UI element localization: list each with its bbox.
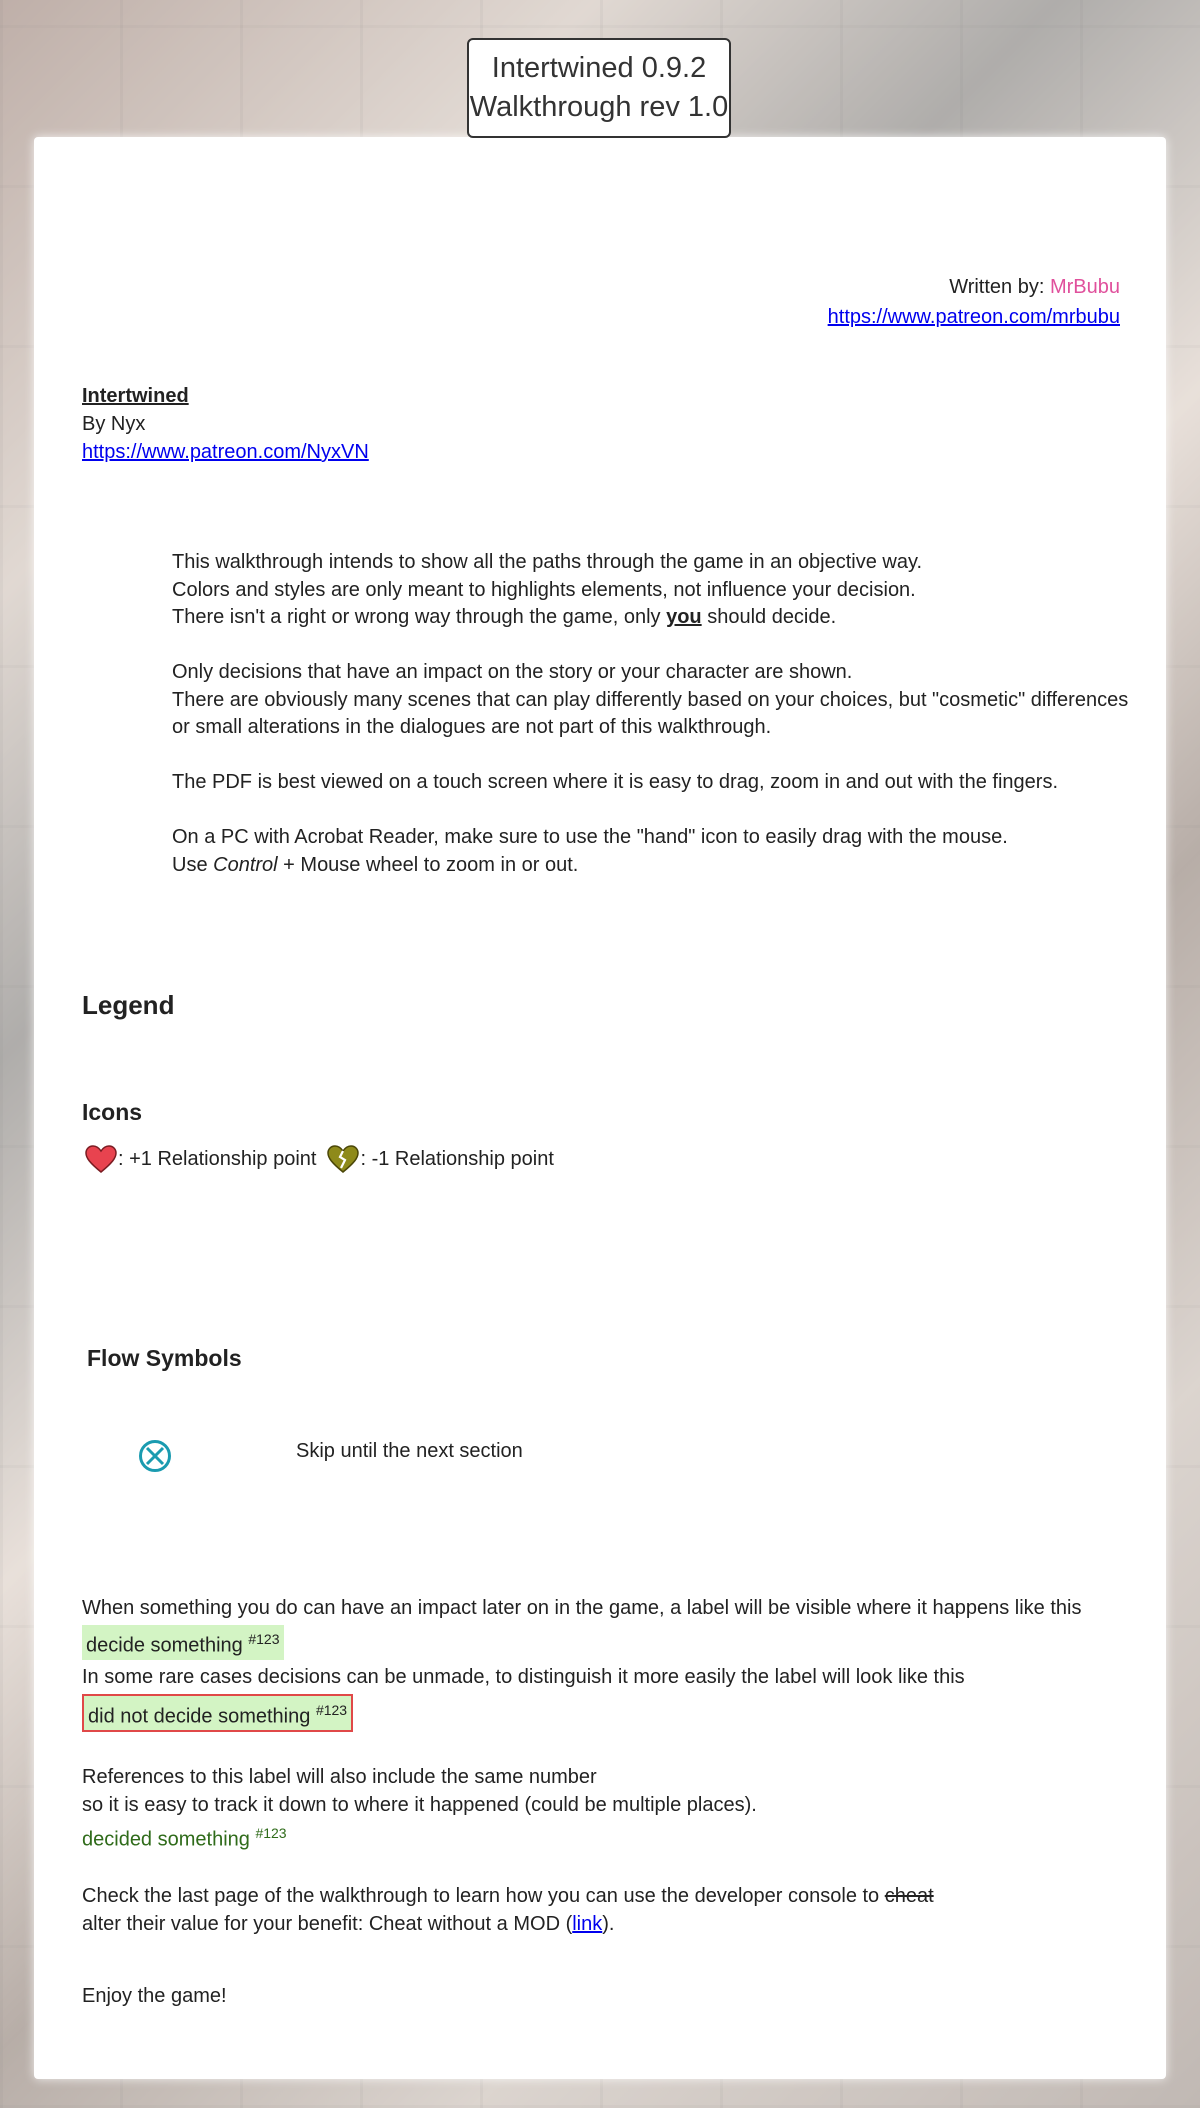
- game-title: Intertwined: [82, 385, 189, 407]
- label-number: #123: [255, 1825, 287, 1842]
- icons-row: [84, 1144, 554, 1174]
- intro-text: [172, 549, 1132, 907]
- cheat-line: [82, 1882, 1122, 1910]
- mod-line-end: ).: [602, 1912, 615, 1935]
- intro-paragraph-2: [172, 659, 1132, 742]
- intro-line: This walkthrough intends to show all the paths through the game in an objective way.: [172, 551, 923, 573]
- heart-icon: [84, 1144, 118, 1174]
- undecide-label-text: did not decide something: [88, 1705, 311, 1728]
- label-number: #123: [248, 1631, 280, 1647]
- label-number: #123: [315, 1701, 348, 1718]
- intro-line: Use: [172, 853, 214, 876]
- mod-line: [82, 1910, 1122, 1938]
- unmade-intro-line: In some rare cases decisions can be unmade, to distinguish it more easily the label will look like this: [82, 1665, 965, 1688]
- intro-line: or small alterations in the dialogues are not part of this walkthrough.: [172, 716, 772, 738]
- emphasis-you: you: [666, 606, 702, 628]
- decided-reference: [82, 1819, 1122, 1854]
- game-info: [82, 382, 369, 466]
- mod-line-text: alter their value for your benefit: Cheat without a MOD (: [82, 1912, 573, 1935]
- intro-line: should decide.: [701, 606, 837, 628]
- author-patreon-link[interactable]: https://www.patreon.com/mrbubu: [827, 306, 1120, 328]
- title-line-2: Walkthrough rev 1.0: [469, 91, 729, 123]
- references-line: References to this label will also include the same number: [82, 1766, 597, 1789]
- cheat-strikethrough: cheat: [884, 1884, 934, 1907]
- intro-paragraph-1: [172, 549, 1132, 632]
- plus-relationship-text: : +1 Relationship point: [118, 1147, 317, 1170]
- skip-icon: [138, 1439, 172, 1478]
- title-line-1: Intertwined 0.9.2: [491, 52, 707, 84]
- track-line: so it is easy to track it down to where it happened (could be multiple places).: [82, 1794, 757, 1817]
- author-name: MrBubu: [1049, 276, 1120, 298]
- flow-symbols-heading: Flow Symbols: [87, 1345, 242, 1371]
- decide-label: [82, 1625, 284, 1660]
- undecide-label: [82, 1694, 353, 1733]
- intro-line: The PDF is best viewed on a touch screen where it is easy to drag, zoom in and out with the fingers.: [172, 771, 1059, 793]
- intro-line: There are obviously many scenes that can play differently based on your choices, but "cosmetic" differences: [172, 688, 1129, 711]
- skip-text: Skip until the next section: [296, 1440, 523, 1462]
- page-card: [34, 137, 1166, 2079]
- intro-paragraph-3: [172, 769, 1132, 797]
- labels-explanation: [82, 1594, 1122, 2010]
- intro-paragraph-4: [172, 824, 1132, 879]
- written-by-prefix: Written by:: [949, 276, 1050, 298]
- intro-line: There isn't a right or wrong way through the game, only: [172, 606, 667, 628]
- cheat-line-text: Check the last page of the walkthrough to learn how you can use the developer console to: [82, 1884, 885, 1907]
- author-block: [828, 272, 1120, 332]
- legend-heading: Legend: [82, 990, 175, 1020]
- game-patreon-link[interactable]: https://www.patreon.com/NyxVN: [82, 441, 369, 463]
- icons-heading: Icons: [82, 1099, 143, 1125]
- minus-relationship-text: : -1 Relationship point: [360, 1147, 554, 1170]
- decided-reference-text: decided something: [82, 1828, 250, 1851]
- intro-line: + Mouse wheel to zoom in or out.: [277, 853, 579, 876]
- intro-line: On a PC with Acrobat Reader, make sure to use the "hand" icon to easily drag with the mouse.: [172, 826, 1008, 848]
- written-by: [828, 272, 1120, 302]
- control-key: Control: [213, 853, 278, 876]
- enjoy-text: Enjoy the game!: [82, 1984, 227, 2007]
- intro-line: Colors and styles are only meant to highlights elements, not influence your decision.: [172, 578, 916, 601]
- game-author: By Nyx: [82, 413, 146, 435]
- decide-label-text: decide something: [86, 1634, 243, 1657]
- broken-heart-icon: [326, 1144, 360, 1174]
- title-box: [467, 38, 731, 138]
- cheat-mod-link[interactable]: link: [572, 1912, 603, 1935]
- label-intro-line: When something you do can have an impact later on in the game, a label will be visible where it happens like this: [82, 1597, 1082, 1619]
- intro-line: Only decisions that have an impact on the story or your character are shown.: [172, 661, 853, 683]
